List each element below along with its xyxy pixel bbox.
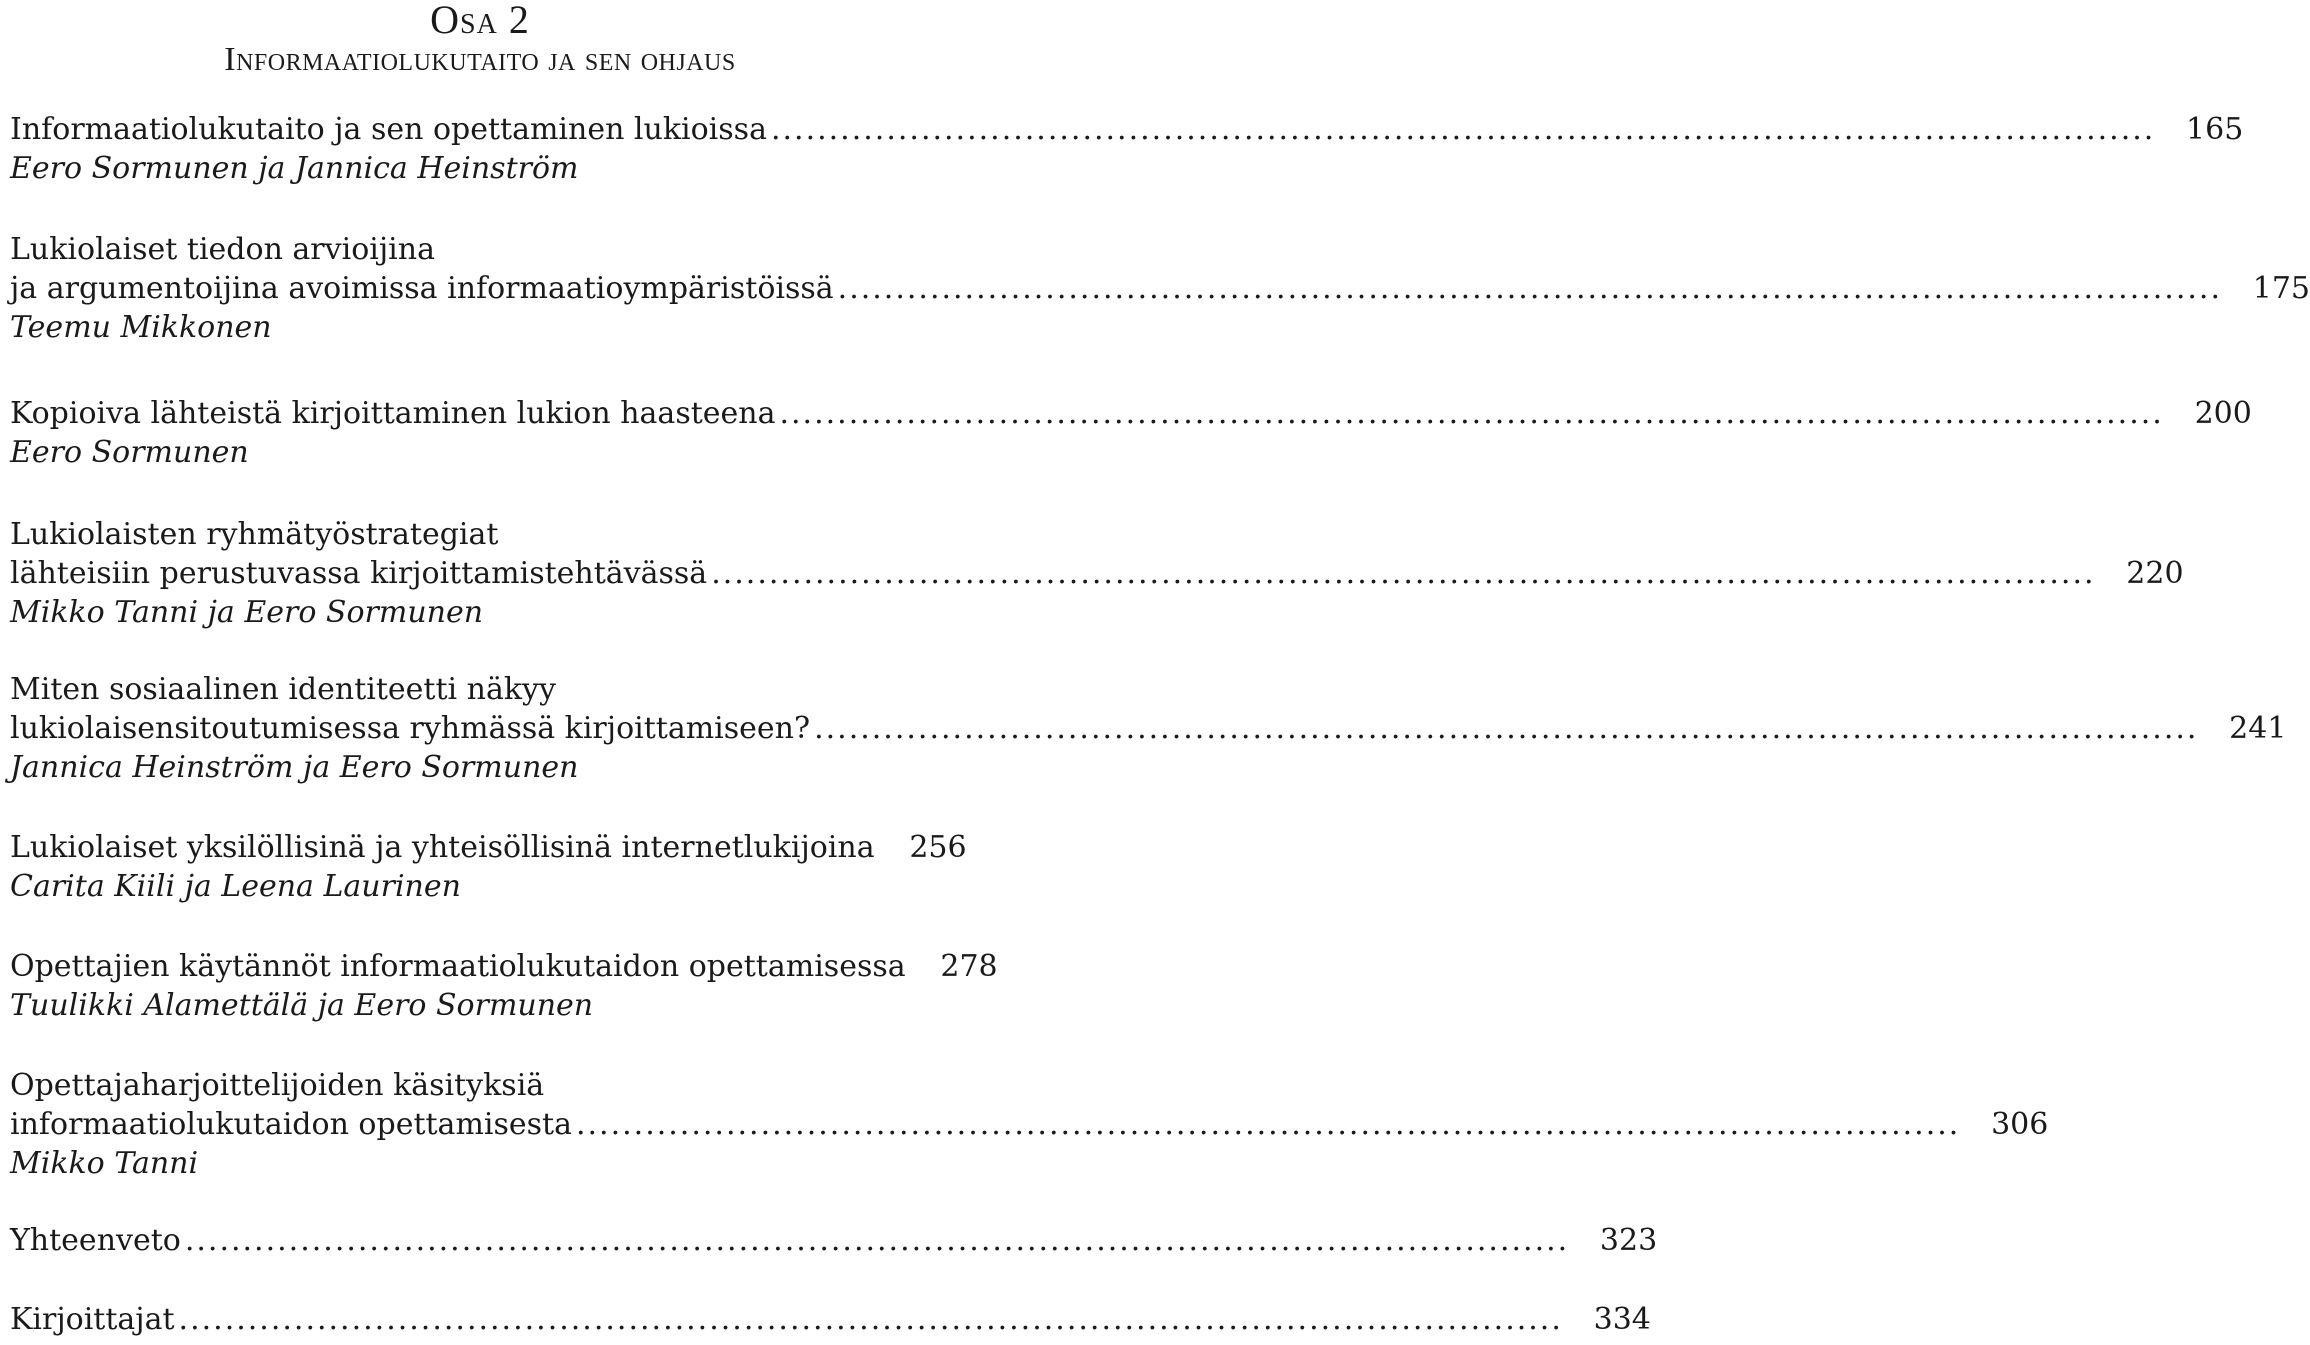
toc-entry[interactable] [10,1066,2049,1183]
toc-entry-title: Lukiolaiset yksilöllisinä ja yhteisöllisinä internetlukijoina [10,830,875,865]
toc-entry-page: 241 [2229,711,2287,746]
toc-entry-title-line [10,947,998,986]
leader-dots: ........................................................................................................................ [178,1302,1563,1337]
toc-entry-title-line [10,828,967,867]
toc-entry[interactable] [10,394,2252,472]
toc-entry-title: Opettajaharjoittelijoiden käsityksiä [10,1068,545,1103]
part-subtitle: Informaatiolukutaito ja sen ohjaus [224,41,736,78]
toc-entry[interactable] [10,1221,1658,1260]
toc-entry-title: Lukiolaisten ryhmätyöstrategiat [10,517,499,552]
toc-entry-title: lähteisiin perustuvassa kirjoittamistehtävässä [10,556,708,591]
toc-entry-author: Mikko Tanni ja Eero Sormunen [10,595,484,630]
toc-entry-author: Eero Sormunen [10,435,249,470]
toc-entry-title-line [10,1105,2049,1144]
toc-entry[interactable] [10,110,2244,188]
toc-entry-title: ja argumentoijina avoimissa informaatioympäristöissä [10,271,834,306]
toc-entry-author: Mikko Tanni [10,1146,199,1181]
toc-entry-title: Miten sosiaalinen identiteetti näkyy [10,672,556,707]
toc-entry-author: Tuulikki Alamettälä ja Eero Sormunen [10,988,594,1023]
toc-entry-author: Teemu Mikkonen [10,310,272,345]
toc-entry-title-line [10,1300,1651,1339]
toc-entry-page: 220 [2126,556,2184,591]
part-title: Osa 2 [430,0,530,42]
toc-entry-title: Informaatiolukutaito ja sen opettaminen lukioissa [10,112,767,147]
toc-entry-page: 323 [1599,1223,1658,1258]
toc-entry[interactable] [10,828,967,906]
toc-entry-page: 200 [2194,396,2252,431]
toc-entry-page: 175 [2252,271,2310,306]
toc-entry-title-line [10,1221,1658,1260]
toc-entry[interactable] [10,670,2287,787]
toc-entry-author: Eero Sormunen ja Jannica Heinström [10,151,579,186]
leader-dots: ........................................................................................................................ [575,1107,1961,1142]
toc-entry-page: 306 [1991,1107,2049,1142]
toc-entry-title-line [10,269,2310,308]
toc-entry-title: Opettajien käytännöt informaatiolukutaidon opettamisessa [10,949,906,984]
toc-entry[interactable] [10,230,2310,347]
toc-entry-title: informaatiolukutaidon opettamisesta [10,1107,572,1142]
toc-entry-title: Kirjoittajat [10,1302,175,1337]
toc-entry-title-line [10,394,2252,433]
leader-dots: ........................................................................................................................ [184,1223,1570,1258]
leader-dots: ........................................................................................................................ [837,271,2222,306]
toc-entry[interactable] [10,947,998,1025]
leader-dots: ........................................................................................................................ [770,112,2156,147]
toc-entry[interactable] [10,1300,1651,1339]
toc-entry-title: Yhteenveto [10,1223,181,1258]
toc-entry-title: lukiolaisensitoutumisessa ryhmässä kirjoittamiseen? [10,711,811,746]
toc-entry[interactable] [10,515,2184,632]
toc-entry-author: Carita Kiili ja Leena Laurinen [10,869,461,904]
toc-entry-title-line [10,110,2244,149]
toc-entry-title: Kopioiva lähteistä kirjoittaminen lukion haasteena [10,396,776,431]
leader-dots: ........................................................................................................................ [779,396,2164,431]
leader-dots: ........................................................................................................................ [711,556,2096,591]
toc-entry-author: Jannica Heinström ja Eero Sormunen [10,750,579,785]
toc-entry-page: 165 [2186,112,2244,147]
toc-entry-title: Lukiolaiset tiedon arvioijina [10,232,435,267]
toc-entry-page: 278 [940,949,998,984]
leader-dots: ........................................................................................................................ [814,711,2199,746]
toc-entry-title-line [10,709,2287,748]
toc-entry-page: 334 [1593,1302,1651,1337]
toc-entry-page: 256 [909,830,967,865]
toc-entry-title-line [10,554,2184,593]
